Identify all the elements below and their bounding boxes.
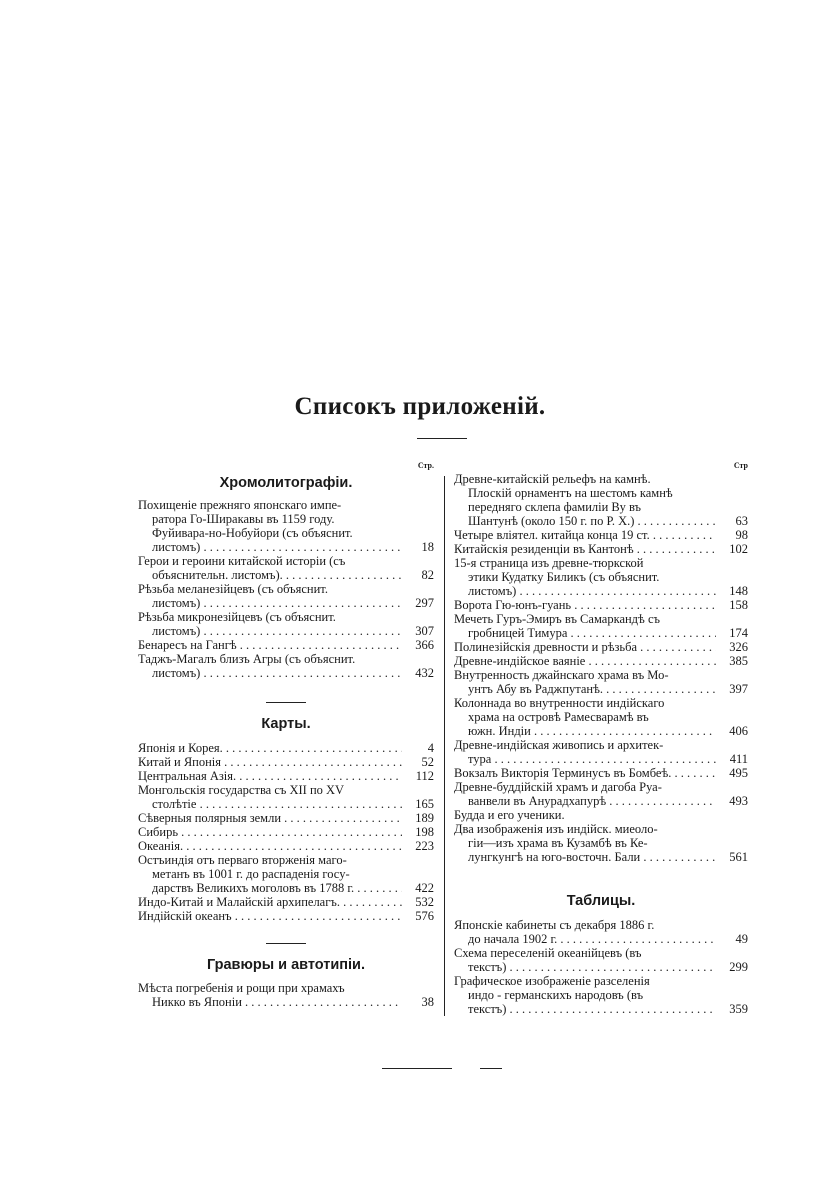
entry-line: Китайскія резиденціи въ Кантонѣ . . . xyxy=(454,542,716,556)
page-title: Списокъ приложеній. xyxy=(294,393,546,420)
entry-line: листомъ) . . . xyxy=(138,666,402,680)
list-item xyxy=(454,612,748,640)
list-item xyxy=(138,582,434,610)
entry-line: Центральная Азія. . . . xyxy=(138,769,402,783)
page-number: 495 xyxy=(729,766,748,780)
title-underline xyxy=(417,438,467,439)
entry-line: Океанія. . . . xyxy=(138,839,402,853)
list-item xyxy=(138,755,434,769)
right-column xyxy=(454,460,748,1016)
page-number: 38 xyxy=(421,995,434,1009)
entry-line: Древне-буддійскій храмъ и дагоба Руа- xyxy=(454,780,662,794)
entry-line: Индійскій океанъ . . . xyxy=(138,909,402,923)
entry-line: метанъ въ 1001 г. до распаденія госу- xyxy=(152,867,350,881)
list-item xyxy=(138,909,434,923)
entries-maps xyxy=(138,741,434,923)
entry-line: Индо-Китай и Малайскій архипелагъ. . . . xyxy=(138,895,402,909)
page-number: 532 xyxy=(415,895,434,909)
page-number: 52 xyxy=(421,755,434,769)
list-item xyxy=(138,638,434,652)
entry-line: ратора Го-Ширакавы въ 1159 году. xyxy=(152,512,335,526)
entry-line: текстъ) . . . xyxy=(454,1002,716,1016)
bottom-ornament-rule xyxy=(382,1068,452,1069)
page-number: 493 xyxy=(729,794,748,808)
page-number: 299 xyxy=(729,960,748,974)
entry-line: Два изображенія изъ индійск. миеоло- xyxy=(454,822,658,836)
list-item xyxy=(454,696,748,738)
section-heading-engravings: Гравюры и автотипіи. xyxy=(206,957,366,973)
entry-line: Никко въ Японіи . . . xyxy=(138,995,402,1009)
page-column-label: Стр. xyxy=(417,461,434,470)
entry-line: дарствъ Великихъ моголовъ въ 1788 г. . . . xyxy=(138,881,402,895)
entry-line: Мѣста погребенія и рощи при храмахъ xyxy=(138,981,345,995)
list-item xyxy=(138,811,434,825)
entry-line: Плоскій орнаментъ на шестомъ камнѣ xyxy=(468,486,673,500)
page-number: 406 xyxy=(729,724,748,738)
page-number: 148 xyxy=(729,584,748,598)
page-number: 174 xyxy=(729,626,748,640)
entries-tables xyxy=(454,918,748,1016)
entry-line: ванвели въ Анурадхапурѣ . . . xyxy=(454,794,716,808)
list-item xyxy=(454,946,748,974)
entry-line: Мечеть Гуръ-Эмиръ въ Самаркандѣ съ xyxy=(454,612,660,626)
list-item xyxy=(454,766,748,780)
page-number: 223 xyxy=(415,839,434,853)
list-item xyxy=(454,556,748,598)
list-item xyxy=(454,542,748,556)
entry-line: листомъ) . . . xyxy=(138,624,402,638)
entry-line: Рѣзьба микронезійцевъ (съ объяснит. xyxy=(138,610,336,624)
entry-line: 15-я страница изъ древне-тюркской xyxy=(454,556,644,570)
list-item xyxy=(454,654,748,668)
entry-line: южн. Индіи . . . xyxy=(454,724,716,738)
list-item xyxy=(454,472,748,528)
column-divider xyxy=(444,476,445,1016)
page-number: 18 xyxy=(421,540,434,554)
entry-line: тура . . . xyxy=(454,752,716,766)
list-item xyxy=(138,554,434,582)
list-item xyxy=(138,769,434,783)
list-item xyxy=(454,974,748,1016)
entry-line: гіи—изъ храма въ Кузамбѣ въ Ке- xyxy=(468,836,648,850)
entry-line: храма на островѣ Рамесварамѣ въ xyxy=(468,710,649,724)
entry-line: Ворота Гю-юнъ-гуань . . . xyxy=(454,598,716,612)
entry-line: Внутренность джайнскаго храма въ Мо- xyxy=(454,668,669,682)
page-number: 165 xyxy=(415,797,434,811)
entry-line: Древне-китайскій рельефъ на камнѣ. xyxy=(454,472,651,486)
entry-line: листомъ) . . . xyxy=(454,584,716,598)
page-number: 385 xyxy=(729,654,748,668)
section-separator xyxy=(266,943,306,944)
entry-line: гробницей Тимура . . . xyxy=(454,626,716,640)
entry-line: Схема переселеній океанійцевъ (въ xyxy=(454,946,642,960)
entry-line: Сибирь . . . xyxy=(138,825,402,839)
bottom-ornament-rule-short xyxy=(480,1068,502,1069)
entry-line: Древне-индійское ваяніе . . . xyxy=(454,654,716,668)
entry-line: листомъ) . . . xyxy=(138,596,402,610)
entry-line: Рѣзьба меланезійцевъ (съ объяснит. xyxy=(138,582,328,596)
page-number: 366 xyxy=(415,638,434,652)
entries-chromolithographs xyxy=(138,498,434,680)
page-number: 411 xyxy=(729,752,748,766)
list-item xyxy=(138,610,434,638)
entry-line: Колоннада во внутренности индійскаго xyxy=(454,696,665,710)
entry-line: передняго склепа фамиліи Ву въ xyxy=(468,500,642,514)
entries-engravings-left xyxy=(138,981,434,1009)
entry-line: Будда и его ученики. xyxy=(454,808,565,822)
entry-line: Герои и героини китайской исторіи (съ xyxy=(138,554,346,568)
page-number: 82 xyxy=(421,568,434,582)
list-item xyxy=(454,822,748,864)
page-number: 189 xyxy=(415,811,434,825)
entry-line: Похищеніе прежняго японскаго импе- xyxy=(138,498,342,512)
list-item xyxy=(454,738,748,766)
page-number: 422 xyxy=(415,881,434,895)
section-heading-maps: Карты. xyxy=(261,716,311,732)
page-number: 112 xyxy=(415,769,434,783)
entry-line: Японскіе кабинеты съ декабря 1886 г. xyxy=(454,918,655,932)
page-number: 561 xyxy=(729,850,748,864)
page-number: 326 xyxy=(729,640,748,654)
entry-line: Шантунѣ (около 150 г. по Р. Х.) . . . xyxy=(454,514,716,528)
page-number: 158 xyxy=(729,598,748,612)
entry-line: Древне-индійская живопись и архитек- xyxy=(454,738,664,752)
list-item xyxy=(138,741,434,755)
list-item xyxy=(138,652,434,680)
entry-line: Японія и Корея. . . . xyxy=(138,741,402,755)
page-column-label-right: Стр xyxy=(733,461,748,470)
list-item xyxy=(138,895,434,909)
page-number: 297 xyxy=(415,596,434,610)
page-number: 307 xyxy=(415,624,434,638)
list-item xyxy=(138,853,434,895)
list-item xyxy=(138,498,434,554)
page-number: 432 xyxy=(415,666,434,680)
entry-line: Вокзалъ Викторія Терминусъ въ Бомбеѣ. . . . xyxy=(454,766,716,780)
list-item xyxy=(138,783,434,811)
page-number: 63 xyxy=(735,514,748,528)
list-item xyxy=(454,780,748,808)
page-number: 198 xyxy=(415,825,434,839)
entry-line: Остъиндія отъ перваго вторженія маго- xyxy=(138,853,347,867)
list-item xyxy=(454,918,748,946)
section-separator xyxy=(266,702,306,703)
entries-engravings-right xyxy=(454,472,748,864)
list-item xyxy=(454,598,748,612)
list-item xyxy=(454,528,748,542)
entry-line: этики Кудатку Биликъ (съ объяснит. xyxy=(468,570,660,584)
page-number: 576 xyxy=(415,909,434,923)
list-item xyxy=(454,668,748,696)
list-item xyxy=(454,640,748,654)
page-number: 4 xyxy=(427,741,434,755)
entry-line: листомъ) . . . xyxy=(138,540,402,554)
entry-line: индо - германскихъ народовъ (въ xyxy=(468,988,644,1002)
page-number: 102 xyxy=(729,542,748,556)
left-column xyxy=(138,460,434,1009)
section-heading-tables: Таблицы. xyxy=(566,893,636,909)
entry-line: Полинезійскія древности и рѣзьба . . . xyxy=(454,640,716,654)
entry-line: объяснительн. листомъ). . . . xyxy=(138,568,402,582)
entry-line: Сѣверныя полярныя земли . . . xyxy=(138,811,402,825)
list-item xyxy=(138,981,434,1009)
list-item xyxy=(454,808,748,822)
entry-line: текстъ) . . . xyxy=(454,960,716,974)
entry-line: Китай и Японія . . . xyxy=(138,755,402,769)
entry-line: до начала 1902 г. . . . xyxy=(454,932,716,946)
entry-line: Бенаресъ на Гангѣ . . . xyxy=(138,638,402,652)
page-number: 359 xyxy=(729,1002,748,1016)
page-number: 49 xyxy=(735,932,748,946)
entry-line: Четыре вліятел. китайца конца 19 ст. . . . xyxy=(454,528,716,542)
entry-line: Графическое изображеніе разселенія xyxy=(454,974,650,988)
list-item xyxy=(138,839,434,853)
entry-line: столѣтіе . . . xyxy=(138,797,402,811)
entry-line: Монгольскія государства съ XII по XV xyxy=(138,783,345,797)
entry-line: Таджъ-Магалъ близъ Агры (съ объяснит. xyxy=(138,652,356,666)
page-number: 98 xyxy=(735,528,748,542)
section-heading-chromolithographs: Хромолитографіи. xyxy=(219,475,353,491)
page-number: 397 xyxy=(729,682,748,696)
entry-line: унтъ Абу въ Раджпутанѣ. . . . xyxy=(454,682,716,696)
entry-line: лунгкунгѣ на юго-восточн. Бали . . . xyxy=(454,850,716,864)
entry-line: Фуйивара-но-Нобуйори (съ объяснит. xyxy=(152,526,353,540)
list-item xyxy=(138,825,434,839)
